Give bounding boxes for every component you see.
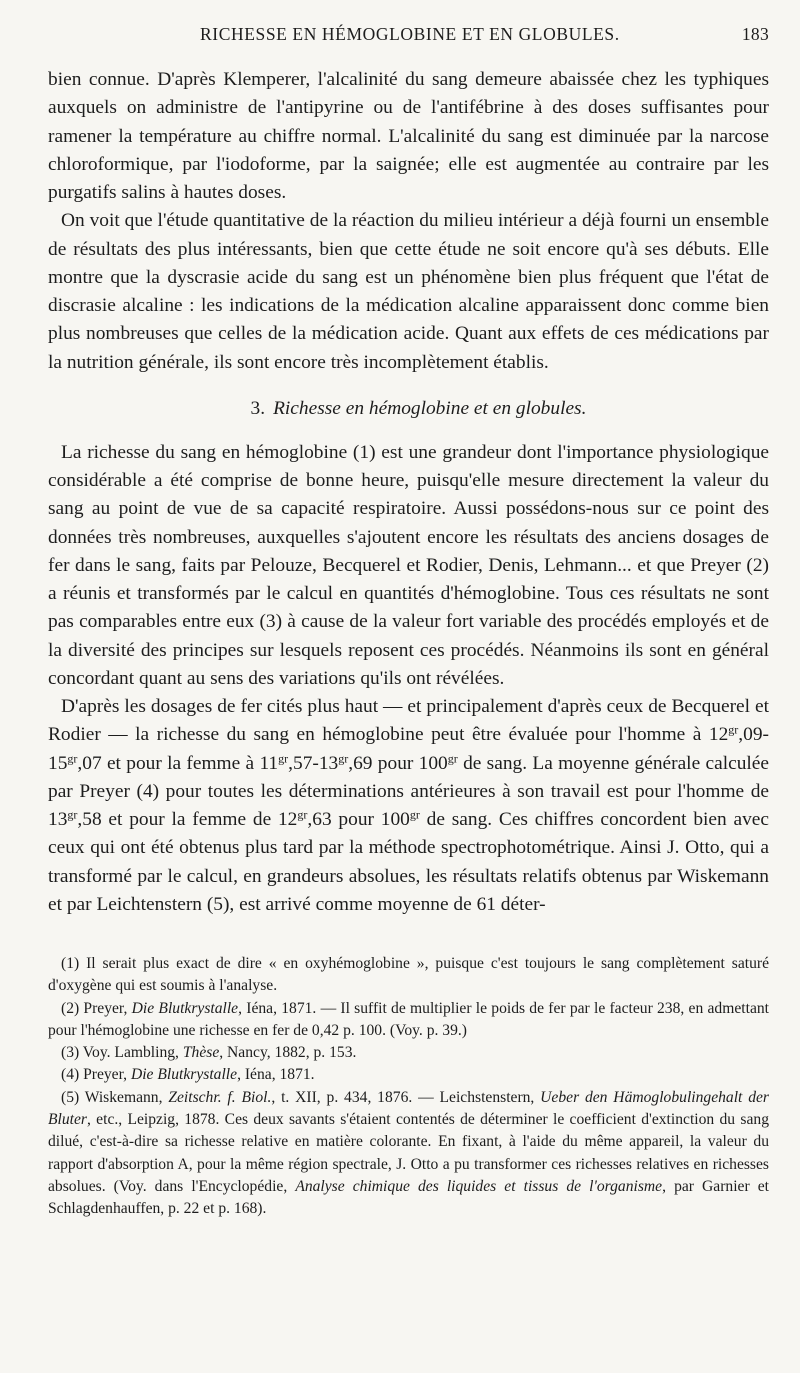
- paragraph-quantitative-study: On voit que l'étude quantitative de la réaction du milieu intérieur a déjà fourni un ensemble de résultats des plus intéressants, bien que cette étude ne soit encore qu'à ses débuts. Elle montre que la dyscrasie acide du sang est un phénomène bien plus fréquent que l'état de discrasie alcaline : les indications de la médication alcaline apparaissent donc comme bien plus nombreuses que celles de la médication acide. Quant aux effets de ces médications par la nutrition générale, ils sont encore très incomplètement établis.: [48, 210, 769, 373]
- footnote-4: [48, 1064, 769, 1086]
- cited-title: Ueber den Hämoglobulingehalt der Bluter: [48, 1088, 770, 1129]
- cited-title: Die Blutkrystalle: [130, 1066, 238, 1084]
- running-title: RICHESSE EN HÉMOGLOBINE ET EN GLOBULES.: [200, 24, 620, 44]
- section-title: Richesse en hémoglobine et en globules.: [273, 397, 587, 419]
- cited-title: Analyse chimique des liquides et tissus de l'organisme: [295, 1177, 663, 1195]
- text-run: , Iéna, 1871.: [237, 1066, 315, 1084]
- text-run: , etc., Leipzig, 1878. Ces deux savants s'étaient contentés de déterminer le coefficient d'extinction du sang dilué, c'est-à-dire sa richesse relative en matière colorante. En fixant, à l'aide du même appareil, la valeur du rapport d'absorption A, pour la même région spectrale, J. Otto a pu transformer ces richesses relatives en richesses absolues. (Voy. dans l'Encyclopédie,: [48, 1111, 769, 1195]
- text-run: ,09-15: [48, 724, 769, 774]
- text-run: (5) Wiskemann,: [61, 1088, 169, 1106]
- unit-gr: gr: [338, 750, 349, 765]
- text-run: , par Garnier et Schlagdenhauffen, p. 22 et p. 168).: [48, 1177, 769, 1218]
- running-header: [48, 24, 769, 52]
- section-heading: [48, 395, 769, 423]
- unit-gr: gr: [297, 807, 308, 822]
- footnote-2: [48, 998, 769, 1043]
- unit-gr: gr: [278, 750, 289, 765]
- footnote-5: [48, 1087, 769, 1221]
- text-run: ,07 et pour la femme à 11: [77, 752, 279, 774]
- main-text: [48, 66, 769, 919]
- text-run: , t. XII, p. 434, 1876. — Leichstenstern,: [271, 1088, 541, 1106]
- cited-title: Die Blutkrystalle: [131, 999, 239, 1017]
- page-number: 183: [741, 24, 769, 44]
- footnote-1: (1) Il serait plus exact de dire « en oxyhémoglobine », puisque c'est toujours le sang complètement saturé d'oxygène qui est soumis à l'analyse.: [48, 955, 769, 995]
- text-run: , Nancy, 1882, p. 153.: [219, 1044, 357, 1062]
- text-run: ,58 et pour la femme de 12: [77, 809, 298, 830]
- text-run: ,63 pour 100: [307, 809, 410, 830]
- paragraph-alkalinity: bien connue. D'après Klemperer, l'alcalinité du sang demeure abaissée chez les typhiques auxquels on administre de l'antipyrine ou de l'antifébrine à des doses suffisantes pour ramener la température au chiffre normal. L'alcalinité du sang est diminuée par la narcose chloroformique, par l'iodoforme, par la saignée; elle est augmentée au contraire par les purgatifs salins à hautes doses.: [48, 69, 769, 203]
- text-run: (3) Voy. Lambling,: [61, 1044, 183, 1062]
- section-number: 3.: [250, 397, 266, 419]
- text-run: (2) Preyer,: [61, 999, 132, 1017]
- text-run: ,57-13: [288, 752, 339, 774]
- text-run: de sang. La moyenne générale calculée par Preyer (4) pour toutes les déterminations antérieures à son travail est pour l'homme de 13: [48, 752, 769, 830]
- text-run: (4) Preyer,: [61, 1066, 131, 1084]
- cited-title: Thèse: [182, 1044, 220, 1062]
- text-run: D'après les dosages de fer cités plus haut — et principalement d'après ceux de Becquerel et Rodier — la richesse du sang en hémoglobine peut être évaluée pour l'homme à 12: [48, 696, 769, 746]
- unit-gr: gr: [409, 807, 420, 822]
- paragraph-hemoglobin-richness: La richesse du sang en hémoglobine (1) est une grandeur dont l'importance physiologique considérable a été comprise de bonne heure, puisqu'elle mesure directement la valeur du sang au point de vue de sa capacité respiratoire. Aussi possédons-nous sur ce point des données très nombreuses, auxquelles s'ajoutent encore les résultats des anciens dosages de fer dans le sang, faits par Pelouze, Becquerel et Rodier, Denis, Lehmann... et que Preyer (2) a réunis et transformés par le calcul en quantités d'hémoglobine. Tous ces résultats ne sont pas comparables entre eux (3) à cause de la valeur fort variable des procédés employés et de la diversité des principes sur lesquels reposent ces procédés. Néanmoins ils sont en général concordant quant au sens des variations qu'ils ont révélées.: [48, 441, 769, 689]
- footnote-3: [48, 1042, 769, 1064]
- unit-gr: gr: [67, 807, 78, 822]
- unit-gr: gr: [728, 722, 739, 737]
- unit-gr: gr: [447, 750, 458, 765]
- text-run: ,69 pour 100: [348, 752, 448, 774]
- text-run: de sang. Ces chiffres concordent bien avec ceux qui ont été obtenus plus tard par la méthode spectrophotométrique. Ainsi J. Otto, qui a transformé par le calcul, en grandeurs absolues, les résultats relatifs obtenus par Wiskemann et par Leichtenstern (5), est arrivé comme moyenne de 61 déter-: [48, 809, 769, 915]
- paragraph-iron-dosages: [48, 693, 769, 919]
- footnotes: [48, 953, 769, 1221]
- cited-title: Zeitschr. f. Biol.: [168, 1088, 272, 1106]
- unit-gr: gr: [67, 750, 78, 765]
- text-run: , Iéna, 1871. — Il suffit de multiplier le poids de fer par le facteur 238, en admettant pour l'hémoglobine une richesse en fer de 0,42 p. 100. (Voy. p. 39.): [48, 999, 769, 1039]
